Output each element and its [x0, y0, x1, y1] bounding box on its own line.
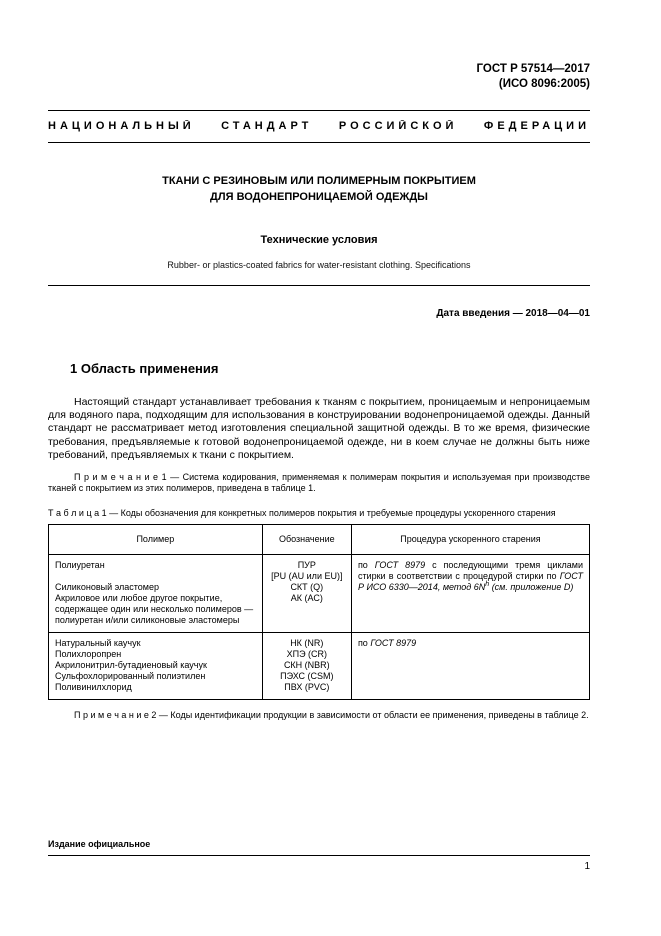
document-subtitle: Технические условия [260, 234, 378, 246]
note-1: П р и м е ч а н и е 1 — Система кодирования, применяемая к полимерам покрытия и используемая при производстве тканей с покрытием из этих полимеров, приведена в таблице 1. [48, 472, 590, 494]
document-title-line1: ТКАНИ С РЕЗИНОВЫМ ИЛИ ПОЛИМЕРНЫМ ПОКРЫТИЕМ [162, 175, 476, 187]
table-row-polyurethane-group [49, 555, 590, 633]
column-header-polymer: Полимер [49, 525, 263, 555]
procedure-cell: по ГОСТ 8979 [351, 633, 589, 700]
banner-text: НАЦИОНАЛЬНЫЙ СТАНДАРТ РОССИЙСКОЙ ФЕДЕРАЦИИ [48, 120, 590, 132]
scope-paragraph: Настоящий стандарт устанавливает требования к тканям с покрытием, проницаемым и непроницаемым для водяного пара, подходящим для использования в конструировании водонепроницаемой одежды. Данный стандарт не рассматривает метод изготовления специальной защитной одежды. В то же время, физические требования, предъявляемые к готовой водонепроницаемой одежде, ни в коем случае не должны быть ниже требований, предъявляемых к ткани с покрытием. [48, 396, 590, 461]
standard-number: ГОСТ Р 57514—2017 [476, 63, 590, 75]
document-id-block [48, 62, 590, 92]
column-header-designation: Обозначение [262, 525, 351, 555]
page-number: 1 [584, 861, 590, 872]
iso-reference: (ИСО 8096:2005) [498, 78, 590, 90]
designation-cell: ПУР [PU (AU или EU)] СКТ (Q) АК (АС) [262, 555, 351, 633]
designation-cell: НК (NR) ХПЭ (CR) СКН (NBR) ПЭХС (CSM) ПВХ (PVC) [262, 633, 351, 700]
polymer-cell: Натуральный каучук Полихлоропрен Акрилонитрил-бутадиеновый каучук Сульфохлорированный полиэтилен Поливинилхлорид [49, 633, 263, 700]
polymer-cell: Полиуретан Силиконовый эластомер Акриловое или любое другое покрытие, содержащее один или несколько полимеров — полиуретан и/или силиконовые эластомеры [49, 555, 263, 633]
table-row-rubber-group [49, 633, 590, 700]
official-edition-label: Издание официальное [48, 839, 151, 849]
table-1-caption: Т а б л и ц а 1 — Коды обозначения для конкретных полимеров покрытия и требуемые процедуры ускоренного старения [48, 508, 556, 519]
national-standard-banner [48, 110, 590, 143]
column-header-procedure: Процедура ускоренного старения [351, 525, 589, 555]
document-title-english: Rubber- or plastics-coated fabrics for water-resistant clothing. Specifications [167, 260, 471, 270]
note-2: П р и м е ч а н и е 2 — Коды идентификации продукции в зависимости от области ее применения, приведены в таблице 2. [74, 710, 589, 721]
title-block [48, 173, 590, 270]
footer-divider [48, 855, 590, 856]
section-1-heading: 1 Область применения [70, 361, 219, 376]
procedure-cell: по ГОСТ 8979 с последующими тремя циклами стирки в соответствии с процедурой стирки по ГОСТ Р ИСО 6330—2014, метод $6N^h$ (см. приложение D) [351, 555, 589, 633]
introduction-date: Дата введения — 2018—04—01 [436, 308, 590, 319]
title-divider [48, 285, 590, 286]
table-header-row [49, 525, 590, 555]
document-title-line2: ДЛЯ ВОДОНЕПРОНИЦАЕМОЙ ОДЕЖДЫ [210, 191, 428, 203]
page-footer [48, 839, 590, 872]
polymer-codes-table [48, 524, 590, 700]
